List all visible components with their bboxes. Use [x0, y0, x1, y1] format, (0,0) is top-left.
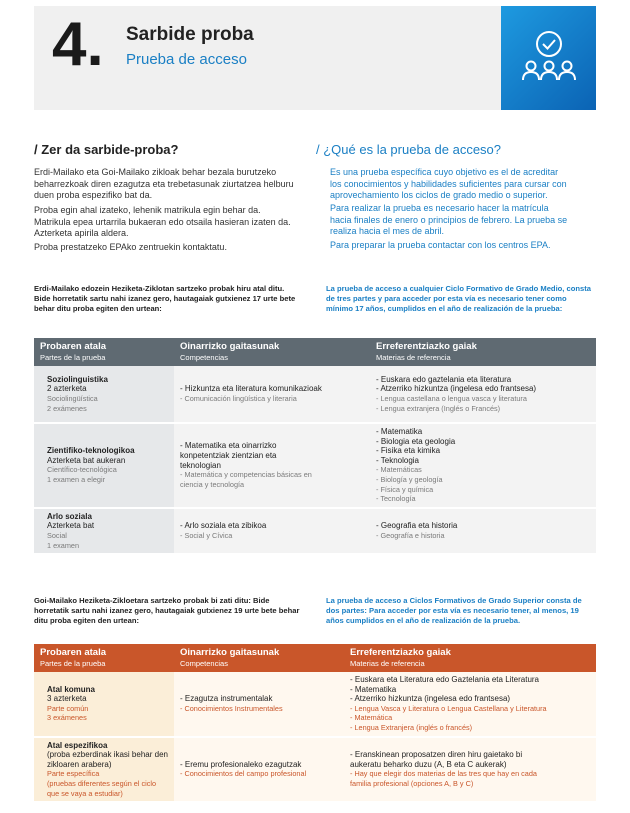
- section-title-eu: / Zer da sarbide-proba?: [34, 142, 179, 157]
- col-header-competencies: Oinarrizko gaitasunak Competencias: [174, 644, 344, 672]
- section-number: 4.: [52, 10, 104, 79]
- paragraph-es-2: Para realizar la prueba es necesario hacer la matrícula hacia finales de enero o principios de febrero. La prueba se realiza hacia el mes de abril.: [330, 203, 568, 236]
- table-row: Soziolinguistika 2 azterketa Sociolingüística 2 exámenes - Hizkuntza eta literatura komunikazioak - Comunicación lingüística y literaria - Euskara edo gaztelania eta literatura - Atzerriko hizkuntza (ingelesa edo frantsesa) - Lengua castellana o lengua vasca y literatura - Lengua extranjera (Inglés o Francés): [34, 366, 596, 423]
- page-subtitle: Prueba de acceso: [126, 51, 247, 68]
- medio-intro-eu: Erdi-Mailako edozein Heziketa-Ziklotan sartzeko probak hiru atal ditu. Bide horretatik sartu nahi izanez gero, hautagaiak gutxienez 17 urte bete behar ditu proba egiten den urtean:: [34, 284, 296, 313]
- superior-intro-es: La prueba de acceso a Ciclos Formativos de Grado Superior consta de dos partes: Para acceder por esta vía es necesario tener, al menos, 19 años cumplidos en el año de realización de la prueba.: [326, 596, 582, 625]
- section-title-es: / ¿Qué es la prueba de acceso?: [316, 142, 502, 157]
- superior-table: [34, 644, 596, 801]
- paragraph-eu-1: Erdi-Mailako eta Goi-Mailako zikloak behar bezala burutzeko beharrezkoak diren ezagutza eta trebetasunak ziurtatzea helburu duen proba espezifiko bat da.: [34, 167, 294, 200]
- paragraph-es-3: Para preparar la prueba contactar con los centros EPA.: [330, 240, 551, 250]
- col-header-subjects: Erreferentziazko gaiak Materias de referencia: [370, 338, 596, 366]
- col-header-part: Probaren atala Partes de la prueba: [34, 338, 174, 366]
- col-header-subjects: Erreferentziazko gaiak Materias de referencia: [344, 644, 596, 672]
- superior-intro-eu: Goi-Mailako Heziketa-Zikloetara sartzeko probak bi zati ditu: Bide horretatik sartu nahi izanez gero, hautagaiak gutxienez 19 urte bete behar ditu proba egiten den urtean:: [34, 596, 300, 625]
- col-header-competencies: Oinarrizko gaitasunak Competencias: [174, 338, 370, 366]
- paragraph-es-1: Es una prueba específica cuyo objetivo es el de acreditar los conocimientos y habilidades suficientes para cursar con aprovechamiento los ciclos de grado medio o superior.: [330, 167, 567, 200]
- table-row: Arlo soziala Azterketa bat Social 1 examen - Arlo soziala eta zibikoa - Social y Cívica - Geografia eta historia - Geografía e historia: [34, 508, 596, 553]
- table-row: Atal espezifikoa (proba ezberdinak ikasi behar den zikloaren arabera) Parte específica (pruebas diferentes según el ciclo que se vaya a estudiar) - Eremu profesionaleko ezagutzak - Conocimientos del campo profesional - Eranskinean proposatzen diren hiru gaietako bi aukeratu beharko duzu (A, B eta C aukerak) - Hay que elegir dos materias de las tres que hay en cada familia profesional (opciones A, B y C): [34, 737, 596, 802]
- header-icon-box: [501, 6, 596, 110]
- paragraph-eu-3: Proba prestatzeko EPAko zentruekin kontaktatu.: [34, 242, 227, 252]
- table-row: Atal komuna 3 azterketa Parte común 3 exámenes - Ezagutza instrumentalak - Conocimientos Instrumentales - Euskara eta Literatura edo Gaztelania eta Literatura - Matematika - Atzerriko hizkuntza (ingelesa edo frantsesa) - Lengua Vasca y Literatura o Lengua Castellana y Literatura - Matemática - Lengua Extranjera (inglés o francés): [34, 672, 596, 737]
- page-header: [34, 6, 570, 110]
- col-header-part: Probaren atala Partes de la prueba: [34, 644, 174, 672]
- medio-table: [34, 338, 596, 553]
- medio-intro-es: La prueba de acceso a cualquier Ciclo Formativo de Grado Medio, consta de tres partes y para acceder por esta vía es necesario tener como mínimo 17 años, cumplidos en el año de realización de la prueba:: [326, 284, 592, 313]
- page-title: Sarbide proba: [126, 24, 254, 45]
- table-row: Zientifiko-teknologikoa Azterketa bat aukeran Científico-tecnológica 1 examen a elegir - Matematika eta oinarrizko konpetentziak zientzian eta teknologian - Matemática y competencias básicas en ciencia y tecnología - Matematika - Biologia eta geologia - Fisika eta kimika - Teknologia - Matemáticas - Biología y geología - Física y química - Tecnología: [34, 423, 596, 508]
- paragraph-eu-2: Proba egin ahal izateko, lehenik matrikula egin behar da. Matrikula epea urtarrila bukaeran edo otsaila hasieran izaten da. Azterketa apirila aldera.: [34, 205, 291, 238]
- group-check-icon: [519, 28, 579, 88]
